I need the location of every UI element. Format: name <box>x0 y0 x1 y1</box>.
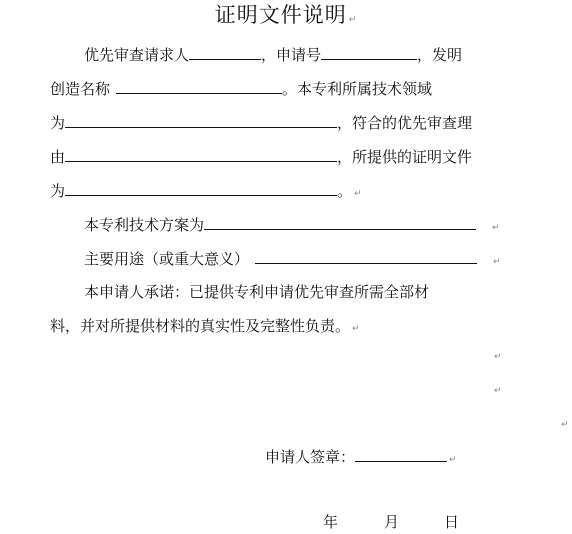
paragraph-mark-icon: ↵ <box>494 386 502 396</box>
blank-application-number[interactable] <box>321 44 417 60</box>
line-invention-name <box>50 78 432 99</box>
date-day-label: 日 <box>444 513 460 531</box>
document-title <box>0 2 572 33</box>
label-evidence-prefix: 为 <box>50 182 66 200</box>
blank-applicant[interactable] <box>189 44 261 60</box>
line-promise-1 <box>84 282 429 302</box>
blank-technical-field[interactable] <box>65 112 337 128</box>
paragraph-mark-icon: ↵ <box>354 189 362 199</box>
blank-signature[interactable] <box>355 446 447 462</box>
blank-main-use[interactable] <box>255 248 477 264</box>
date-year-label: 年 <box>323 513 339 531</box>
paragraph-mark-icon: ↵ <box>352 324 360 334</box>
label-promise-1: 本申请人承诺：已提供专利申请优先审查所需全部材 <box>84 283 430 301</box>
label-invention: ，发明 <box>417 46 463 64</box>
label-main-use: 主要用途（或重大意义） <box>84 250 250 268</box>
title-text: 证明文件说明 <box>214 3 347 27</box>
label-reason-prefix: 由 <box>50 148 66 166</box>
label-promise-2: 料，并对所提供材料的真实性及完整性负责。 <box>50 317 351 335</box>
line-promise-2 <box>50 316 360 339</box>
paragraph-mark-icon: ↵ <box>348 15 358 25</box>
paragraph-mark-icon: ↵ <box>449 455 457 465</box>
paragraph-mark-icon: ↵ <box>492 223 500 233</box>
blank-invention-name[interactable] <box>116 78 282 94</box>
label-applicant: 优先审查请求人 <box>84 46 190 64</box>
paragraph-mark-icon: ↵ <box>561 420 569 430</box>
label-invention-name: 创造名称 <box>50 80 111 98</box>
label-priority-reason: ，符合的优先审查理 <box>337 114 473 132</box>
line-main-use <box>84 248 501 272</box>
signature-line <box>265 446 457 470</box>
date-month-label: 月 <box>384 513 400 531</box>
label-evidence-documents: ，所提供的证明文件 <box>337 148 473 166</box>
blank-evidence-documents[interactable] <box>65 180 337 196</box>
signature-label: 申请人签章： <box>265 448 356 466</box>
line-evidence-documents <box>50 180 362 204</box>
line-technical-scheme <box>84 214 500 238</box>
paragraph-mark-icon: ↵ <box>494 352 502 362</box>
line-technical-field <box>50 112 472 133</box>
paragraph-mark-icon: ↵ <box>493 257 501 267</box>
line-priority-reason <box>50 146 472 167</box>
line-applicant <box>84 44 462 65</box>
label-application-number: ，申请号 <box>261 46 322 64</box>
label-technical-scheme: 本专利技术方案为 <box>84 216 205 234</box>
blank-technical-scheme[interactable] <box>204 214 476 230</box>
blank-priority-reason[interactable] <box>65 146 337 162</box>
label-technical-field: 。本专利所属技术领域 <box>282 80 433 98</box>
label-field-prefix: 为 <box>50 114 66 132</box>
label-period: 。 <box>337 182 353 200</box>
